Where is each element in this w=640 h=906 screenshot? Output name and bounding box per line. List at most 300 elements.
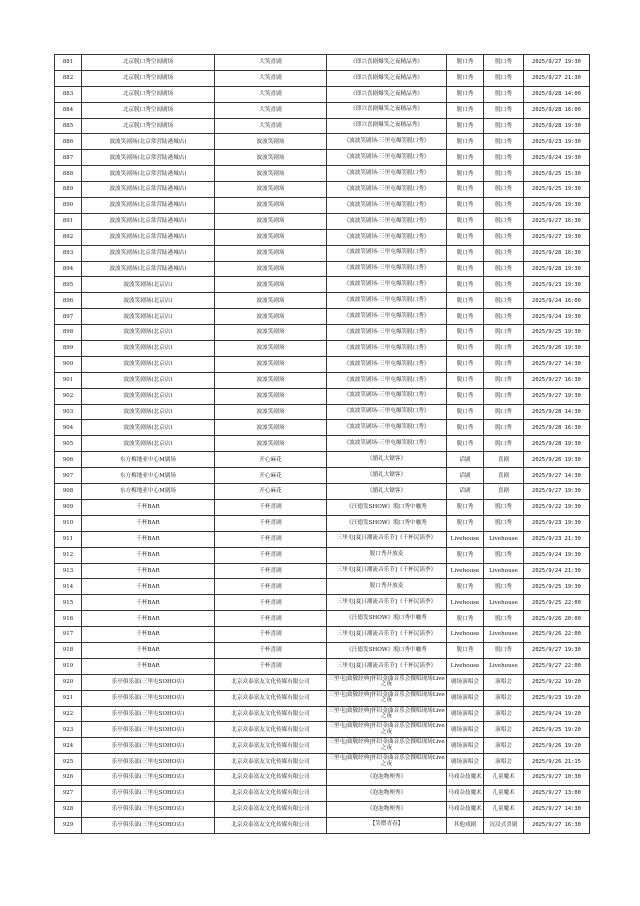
- category-cell: 脱口秀: [447, 356, 484, 372]
- venue-cell: 北京脱口秀空间剧场: [82, 86, 215, 102]
- show-title-cell: 《即兴喜剧爆笑之夜精品秀》: [327, 70, 447, 86]
- show-title-cell: 《婚礼大镖客》: [327, 452, 447, 468]
- organizer-cell: 开心麻花: [215, 484, 327, 500]
- organizer-cell: 波波笑剧场: [215, 356, 327, 372]
- category-cell: 剧场演唱会: [447, 738, 484, 754]
- organizer-cell: 波波笑剧场: [215, 213, 327, 229]
- category-cell: 剧场演唱会: [447, 722, 484, 738]
- table-row: [55, 102, 590, 118]
- organizer-cell: 北京众泰富友文化传媒有限公司: [215, 785, 327, 801]
- genre-cell: 脱口秀: [484, 356, 524, 372]
- row-number-cell: 906: [55, 452, 82, 468]
- row-number-cell: 898: [55, 325, 82, 341]
- table-row: [55, 722, 590, 738]
- row-number-cell: 890: [55, 198, 82, 214]
- row-number-cell: 905: [55, 436, 82, 452]
- show-title-cell: 三里屯|致敬经典|怀旧金曲音乐会撰唱现场Live之夜: [327, 690, 447, 706]
- show-title-cell: 《波波笑剧场-三里屯爆笑脱口秀》: [327, 372, 447, 388]
- organizer-cell: 北京众泰富友文化传媒有限公司: [215, 817, 327, 833]
- category-cell: 脱口秀: [447, 325, 484, 341]
- show-title-cell: 《波波笑剧场-三里屯爆笑脱口秀》: [327, 182, 447, 198]
- genre-cell: 脱口秀: [484, 213, 524, 229]
- venue-cell: 乐亭俱乐部(三里屯SOHO店): [82, 754, 215, 770]
- datetime-cell: 2025/9/23 19:30: [524, 277, 590, 293]
- organizer-cell: 波波笑剧场: [215, 372, 327, 388]
- table-row: [55, 229, 590, 245]
- genre-cell: 喜剧: [484, 468, 524, 484]
- category-cell: 脱口秀: [447, 86, 484, 102]
- genre-cell: 脱口秀: [484, 309, 524, 325]
- venue-cell: 波波笑剧场(北京常营陆港城店): [82, 166, 215, 182]
- row-number-cell: 904: [55, 420, 82, 436]
- category-cell: 脱口秀: [447, 404, 484, 420]
- show-title-cell: 《波波笑剧场-三里屯爆笑脱口秀》: [327, 150, 447, 166]
- show-title-cell: 三里屯|致敬经典|怀旧金曲音乐会撰唱现场Live之夜: [327, 738, 447, 754]
- show-title-cell: 三里屯[夏日潮流音乐节]《千杯民谣季》: [327, 595, 447, 611]
- organizer-cell: 千杯喜剧: [215, 547, 327, 563]
- datetime-cell: 2025/9/22 19:30: [524, 499, 590, 515]
- category-cell: 脱口秀: [447, 642, 484, 658]
- venue-cell: 波波笑剧场(北京店): [82, 404, 215, 420]
- show-title-cell: 三里屯|致敬经典|怀旧金曲音乐会撰唱现场Live之夜: [327, 674, 447, 690]
- category-cell: 脱口秀: [447, 436, 484, 452]
- table-row: [55, 627, 590, 643]
- organizer-cell: 波波笑剧场: [215, 277, 327, 293]
- category-cell: 脱口秀: [447, 515, 484, 531]
- row-number-cell: 895: [55, 277, 82, 293]
- genre-cell: 脱口秀: [484, 277, 524, 293]
- datetime-cell: 2025/9/28 16:00: [524, 102, 590, 118]
- category-cell: Livehouse: [447, 627, 484, 643]
- category-cell: 剧场演唱会: [447, 706, 484, 722]
- genre-cell: 脱口秀: [484, 436, 524, 452]
- datetime-cell: 2025/9/24 21:30: [524, 563, 590, 579]
- category-cell: 话剧: [447, 468, 484, 484]
- show-title-cell: 《波波笑剧场-三里屯爆笑脱口秀》: [327, 436, 447, 452]
- datetime-cell: 2025/9/27 16:30: [524, 372, 590, 388]
- genre-cell: 脱口秀: [484, 293, 524, 309]
- row-number-cell: 899: [55, 341, 82, 357]
- venue-cell: 东方梅地亚中心M剧场: [82, 468, 215, 484]
- datetime-cell: 2025/9/27 19:30: [524, 484, 590, 500]
- table-row: [55, 690, 590, 706]
- datetime-cell: 2025/9/27 21:30: [524, 70, 590, 86]
- venue-cell: 波波笑剧场(北京店): [82, 372, 215, 388]
- organizer-cell: 开心麻花: [215, 452, 327, 468]
- datetime-cell: 2025/9/23 19:20: [524, 690, 590, 706]
- table-row: [55, 801, 590, 817]
- venue-cell: 波波笑剧场(北京店): [82, 309, 215, 325]
- category-cell: 脱口秀: [447, 198, 484, 214]
- category-cell: Livehouse: [447, 563, 484, 579]
- datetime-cell: 2025/9/28 16:30: [524, 420, 590, 436]
- show-title-cell: 《波波笑剧场-三里屯爆笑脱口秀》: [327, 198, 447, 214]
- datetime-cell: 2025/9/25 15:30: [524, 166, 590, 182]
- genre-cell: 脱口秀: [484, 372, 524, 388]
- organizer-cell: 开心麻花: [215, 468, 327, 484]
- row-number-cell: 889: [55, 182, 82, 198]
- category-cell: 脱口秀: [447, 118, 484, 134]
- genre-cell: 脱口秀: [484, 611, 524, 627]
- row-number-cell: 928: [55, 801, 82, 817]
- show-title-cell: 《泡泡物理秀》: [327, 770, 447, 786]
- table-row: [55, 261, 590, 277]
- venue-cell: 千杯BAR: [82, 499, 215, 515]
- category-cell: 脱口秀: [447, 372, 484, 388]
- show-title-cell: 脱口秀开放麦: [327, 579, 447, 595]
- venue-cell: 波波笑剧场(北京常营陆港城店): [82, 245, 215, 261]
- table-row: [55, 658, 590, 674]
- show-title-cell: 《波波笑剧场-三里屯爆笑脱口秀》: [327, 166, 447, 182]
- genre-cell: 脱口秀: [484, 642, 524, 658]
- row-number-cell: 882: [55, 70, 82, 86]
- category-cell: 脱口秀: [447, 70, 484, 86]
- show-title-cell: 《泡泡物理秀》: [327, 785, 447, 801]
- table-row: [55, 817, 590, 833]
- table-row: [55, 213, 590, 229]
- organizer-cell: 波波笑剧场: [215, 150, 327, 166]
- category-cell: 脱口秀: [447, 420, 484, 436]
- show-title-cell: 三里屯[夏日潮流音乐节]《千杯民谣季》: [327, 531, 447, 547]
- show-title-cell: 《即兴喜剧爆笑之夜精品秀》: [327, 55, 447, 71]
- row-number-cell: 902: [55, 388, 82, 404]
- category-cell: 剧场演唱会: [447, 690, 484, 706]
- datetime-cell: 2025/9/28 19:30: [524, 118, 590, 134]
- table-row: [55, 706, 590, 722]
- datetime-cell: 2025/9/25 19:30: [524, 579, 590, 595]
- genre-cell: 儿童魔术: [484, 801, 524, 817]
- genre-cell: 脱口秀: [484, 118, 524, 134]
- venue-cell: 北京脱口秀空间剧场: [82, 118, 215, 134]
- datetime-cell: 2025/9/23 19:30: [524, 515, 590, 531]
- venue-cell: 波波笑剧场(北京店): [82, 436, 215, 452]
- table-row: [55, 341, 590, 357]
- venue-cell: 波波笑剧场(北京店): [82, 356, 215, 372]
- genre-cell: 演唱会: [484, 754, 524, 770]
- organizer-cell: 千杯喜剧: [215, 595, 327, 611]
- organizer-cell: 大笑喜剧: [215, 102, 327, 118]
- organizer-cell: 北京众泰富友文化传媒有限公司: [215, 770, 327, 786]
- show-title-cell: 《泡泡物理秀》: [327, 801, 447, 817]
- datetime-cell: 2025/9/27 14:30: [524, 356, 590, 372]
- venue-cell: 波波笑剧场(北京常营陆港城店): [82, 182, 215, 198]
- organizer-cell: 北京众泰富友文化传媒有限公司: [215, 706, 327, 722]
- row-number-cell: 901: [55, 372, 82, 388]
- organizer-cell: 波波笑剧场: [215, 182, 327, 198]
- category-cell: 脱口秀: [447, 213, 484, 229]
- table-row: [55, 245, 590, 261]
- datetime-cell: 2025/9/27 16:30: [524, 213, 590, 229]
- row-number-cell: 925: [55, 754, 82, 770]
- venue-cell: 波波笑剧场(北京店): [82, 420, 215, 436]
- venue-cell: 乐亭俱乐部(三里屯SOHO店): [82, 770, 215, 786]
- organizer-cell: 波波笑剧场: [215, 229, 327, 245]
- category-cell: 其他戏剧: [447, 817, 484, 833]
- genre-cell: 沉浸式喜剧: [484, 817, 524, 833]
- genre-cell: 脱口秀: [484, 404, 524, 420]
- venue-cell: 波波笑剧场(北京店): [82, 277, 215, 293]
- table-row: [55, 150, 590, 166]
- organizer-cell: 大笑喜剧: [215, 86, 327, 102]
- genre-cell: 脱口秀: [484, 245, 524, 261]
- venue-cell: 乐亭俱乐部(三里屯SOHO店): [82, 785, 215, 801]
- category-cell: 脱口秀: [447, 261, 484, 277]
- venue-cell: 波波笑剧场(北京常营陆港城店): [82, 198, 215, 214]
- table-row: [55, 547, 590, 563]
- venue-cell: 乐亭俱乐部(三里屯SOHO店): [82, 674, 215, 690]
- category-cell: 剧场演唱会: [447, 754, 484, 770]
- datetime-cell: 2025/9/26 19:20: [524, 738, 590, 754]
- row-number-cell: 887: [55, 150, 82, 166]
- organizer-cell: 千杯喜剧: [215, 515, 327, 531]
- genre-cell: 脱口秀: [484, 150, 524, 166]
- genre-cell: 脱口秀: [484, 341, 524, 357]
- show-title-cell: 三里屯|致敬经典|怀旧金曲音乐会撰唱现场Live之夜: [327, 754, 447, 770]
- datetime-cell: 2025/9/25 19:30: [524, 325, 590, 341]
- genre-cell: 演唱会: [484, 722, 524, 738]
- datetime-cell: 2025/9/25 19:20: [524, 722, 590, 738]
- organizer-cell: 波波笑剧场: [215, 134, 327, 150]
- category-cell: 脱口秀: [447, 579, 484, 595]
- row-number-cell: 886: [55, 134, 82, 150]
- show-title-cell: 《波波笑剧场-三里屯爆笑脱口秀》: [327, 277, 447, 293]
- genre-cell: 脱口秀: [484, 182, 524, 198]
- datetime-cell: 2025/9/26 19:30: [524, 452, 590, 468]
- table-row: [55, 388, 590, 404]
- table-row: [55, 499, 590, 515]
- datetime-cell: 2025/9/26 20:00: [524, 611, 590, 627]
- venue-cell: 北京脱口秀空间剧场: [82, 102, 215, 118]
- datetime-cell: 2025/9/25 19:30: [524, 182, 590, 198]
- row-number-cell: 892: [55, 229, 82, 245]
- category-cell: 脱口秀: [447, 55, 484, 71]
- genre-cell: 演唱会: [484, 738, 524, 754]
- organizer-cell: 千杯喜剧: [215, 531, 327, 547]
- row-number-cell: 914: [55, 579, 82, 595]
- genre-cell: Livehouse: [484, 531, 524, 547]
- category-cell: 马戏杂技魔术: [447, 785, 484, 801]
- row-number-cell: 912: [55, 547, 82, 563]
- venue-cell: 东方梅地亚中心M剧场: [82, 484, 215, 500]
- venue-cell: 千杯BAR: [82, 658, 215, 674]
- row-number-cell: 917: [55, 627, 82, 643]
- table-row: [55, 770, 590, 786]
- row-number-cell: 894: [55, 261, 82, 277]
- organizer-cell: 大笑喜剧: [215, 70, 327, 86]
- category-cell: 马戏杂技魔术: [447, 770, 484, 786]
- row-number-cell: 924: [55, 738, 82, 754]
- category-cell: 话剧: [447, 452, 484, 468]
- row-number-cell: 903: [55, 404, 82, 420]
- table-row: [55, 468, 590, 484]
- datetime-cell: 2025/9/24 19:30: [524, 150, 590, 166]
- genre-cell: 脱口秀: [484, 102, 524, 118]
- show-title-cell: 《即兴喜剧爆笑之夜精品秀》: [327, 102, 447, 118]
- datetime-cell: 2025/9/23 21:30: [524, 531, 590, 547]
- organizer-cell: 北京众泰富友文化传媒有限公司: [215, 690, 327, 706]
- venue-cell: 波波笑剧场(北京店): [82, 293, 215, 309]
- genre-cell: Livehouse: [484, 658, 524, 674]
- organizer-cell: 波波笑剧场: [215, 420, 327, 436]
- table-row: [55, 404, 590, 420]
- venue-cell: 乐亭俱乐部(三里屯SOHO店): [82, 706, 215, 722]
- table-row: [55, 372, 590, 388]
- table-row: [55, 198, 590, 214]
- organizer-cell: 千杯喜剧: [215, 499, 327, 515]
- genre-cell: 儿童魔术: [484, 785, 524, 801]
- genre-cell: 脱口秀: [484, 134, 524, 150]
- genre-cell: 脱口秀: [484, 388, 524, 404]
- genre-cell: Livehouse: [484, 595, 524, 611]
- datetime-cell: 2025/9/24 19:20: [524, 706, 590, 722]
- show-title-cell: 《汪德发SHOW》脱口秀中咖秀: [327, 642, 447, 658]
- venue-cell: 乐亭俱乐部(三里屯SOHO店): [82, 817, 215, 833]
- genre-cell: 脱口秀: [484, 579, 524, 595]
- datetime-cell: 2025/9/27 16:30: [524, 817, 590, 833]
- datetime-cell: 2025/9/22 19:20: [524, 674, 590, 690]
- table-row: [55, 484, 590, 500]
- venue-cell: 波波笑剧场(北京常营陆港城店): [82, 213, 215, 229]
- category-cell: 脱口秀: [447, 277, 484, 293]
- show-title-cell: 《波波笑剧场-三里屯爆笑脱口秀》: [327, 341, 447, 357]
- row-number-cell: 897: [55, 309, 82, 325]
- venue-cell: 乐亭俱乐部(三里屯SOHO店): [82, 690, 215, 706]
- table-row: [55, 531, 590, 547]
- organizer-cell: 千杯喜剧: [215, 658, 327, 674]
- row-number-cell: 909: [55, 499, 82, 515]
- show-title-cell: 《汪德发SHOW》脱口秀中咖秀: [327, 515, 447, 531]
- venue-cell: 千杯BAR: [82, 627, 215, 643]
- category-cell: 脱口秀: [447, 150, 484, 166]
- genre-cell: 脱口秀: [484, 166, 524, 182]
- row-number-cell: 910: [55, 515, 82, 531]
- row-number-cell: 918: [55, 642, 82, 658]
- show-title-cell: 三里屯[夏日潮流音乐节]《千杯民谣季》: [327, 658, 447, 674]
- category-cell: 剧场演唱会: [447, 674, 484, 690]
- table-row: [55, 420, 590, 436]
- organizer-cell: 波波笑剧场: [215, 261, 327, 277]
- table-row: [55, 642, 590, 658]
- category-cell: Livehouse: [447, 595, 484, 611]
- venue-cell: 波波笑剧场(北京常营陆港城店): [82, 150, 215, 166]
- datetime-cell: 2025/9/26 21:15: [524, 754, 590, 770]
- organizer-cell: 千杯喜剧: [215, 627, 327, 643]
- datetime-cell: 2025/9/25 22:00: [524, 595, 590, 611]
- datetime-cell: 2025/9/26 19:30: [524, 198, 590, 214]
- table-row: [55, 738, 590, 754]
- row-number-cell: 885: [55, 118, 82, 134]
- datetime-cell: 2025/9/24 16:00: [524, 293, 590, 309]
- show-title-cell: 《即兴喜剧爆笑之夜精品秀》: [327, 86, 447, 102]
- genre-cell: 脱口秀: [484, 86, 524, 102]
- datetime-cell: 2025/9/28 14:00: [524, 86, 590, 102]
- show-title-cell: 《婚礼大镖客》: [327, 468, 447, 484]
- venue-cell: 千杯BAR: [82, 531, 215, 547]
- show-title-cell: 三里屯|致敬经典|怀旧金曲音乐会撰唱现场Live之夜: [327, 706, 447, 722]
- venue-cell: 千杯BAR: [82, 579, 215, 595]
- genre-cell: 脱口秀: [484, 55, 524, 71]
- genre-cell: 脱口秀: [484, 325, 524, 341]
- genre-cell: 演唱会: [484, 690, 524, 706]
- organizer-cell: 波波笑剧场: [215, 198, 327, 214]
- row-number-cell: 911: [55, 531, 82, 547]
- show-title-cell: 《汪德发SHOW》脱口秀中咖秀: [327, 611, 447, 627]
- row-number-cell: 921: [55, 690, 82, 706]
- show-title-cell: 《波波笑剧场-三里屯爆笑脱口秀》: [327, 356, 447, 372]
- show-title-cell: 《波波笑剧场-三里屯爆笑脱口秀》: [327, 261, 447, 277]
- organizer-cell: 波波笑剧场: [215, 166, 327, 182]
- datetime-cell: 2025/9/24 19:30: [524, 547, 590, 563]
- show-title-cell: 《波波笑剧场-三里屯爆笑脱口秀》: [327, 388, 447, 404]
- datetime-cell: 2025/9/28 14:30: [524, 404, 590, 420]
- datetime-cell: 2025/9/26 22:00: [524, 627, 590, 643]
- organizer-cell: 千杯喜剧: [215, 563, 327, 579]
- row-number-cell: 920: [55, 674, 82, 690]
- datetime-cell: 2025/9/27 13:00: [524, 785, 590, 801]
- row-number-cell: 923: [55, 722, 82, 738]
- table-row: [55, 166, 590, 182]
- organizer-cell: 千杯喜剧: [215, 642, 327, 658]
- category-cell: 脱口秀: [447, 388, 484, 404]
- table-row: [55, 325, 590, 341]
- category-cell: 脱口秀: [447, 229, 484, 245]
- category-cell: 脱口秀: [447, 102, 484, 118]
- show-title-cell: 《波波笑剧场-三里屯爆笑脱口秀》: [327, 213, 447, 229]
- table-row: [55, 785, 590, 801]
- show-title-cell: 《汪德发SHOW》脱口秀中咖秀: [327, 499, 447, 515]
- organizer-cell: 波波笑剧场: [215, 325, 327, 341]
- organizer-cell: 北京众泰富友文化传媒有限公司: [215, 738, 327, 754]
- row-number-cell: 926: [55, 770, 82, 786]
- row-number-cell: 896: [55, 293, 82, 309]
- category-cell: 脱口秀: [447, 499, 484, 515]
- show-title-cell: 三里屯[夏日潮流音乐节]《千杯民谣季》: [327, 563, 447, 579]
- table-body: [55, 55, 590, 834]
- table-row: [55, 293, 590, 309]
- show-title-cell: 《婚礼大镖客》: [327, 484, 447, 500]
- organizer-cell: 波波笑剧场: [215, 436, 327, 452]
- category-cell: 脱口秀: [447, 611, 484, 627]
- category-cell: 脱口秀: [447, 134, 484, 150]
- venue-cell: 波波笑剧场(北京店): [82, 325, 215, 341]
- organizer-cell: 波波笑剧场: [215, 293, 327, 309]
- row-number-cell: 922: [55, 706, 82, 722]
- show-title-cell: 《波波笑剧场-三里屯爆笑脱口秀》: [327, 245, 447, 261]
- organizer-cell: 大笑喜剧: [215, 118, 327, 134]
- row-number-cell: 908: [55, 484, 82, 500]
- datetime-cell: 2025/9/23 19:30: [524, 134, 590, 150]
- table-row: [55, 754, 590, 770]
- row-number-cell: 888: [55, 166, 82, 182]
- venue-cell: 北京脱口秀空间剧场: [82, 70, 215, 86]
- table-row: [55, 674, 590, 690]
- row-number-cell: 915: [55, 595, 82, 611]
- genre-cell: 喜剧: [484, 484, 524, 500]
- genre-cell: 脱口秀: [484, 420, 524, 436]
- category-cell: Livehouse: [447, 531, 484, 547]
- organizer-cell: 波波笑剧场: [215, 404, 327, 420]
- category-cell: 话剧: [447, 484, 484, 500]
- table-row: [55, 452, 590, 468]
- venue-cell: 乐亭俱乐部(三里屯SOHO店): [82, 801, 215, 817]
- table-row: [55, 277, 590, 293]
- datetime-cell: 2025/9/27 19:30: [524, 229, 590, 245]
- organizer-cell: 波波笑剧场: [215, 388, 327, 404]
- venue-cell: 北京脱口秀空间剧场: [82, 55, 215, 71]
- genre-cell: 脱口秀: [484, 547, 524, 563]
- genre-cell: 脱口秀: [484, 198, 524, 214]
- venue-cell: 乐亭俱乐部(三里屯SOHO店): [82, 738, 215, 754]
